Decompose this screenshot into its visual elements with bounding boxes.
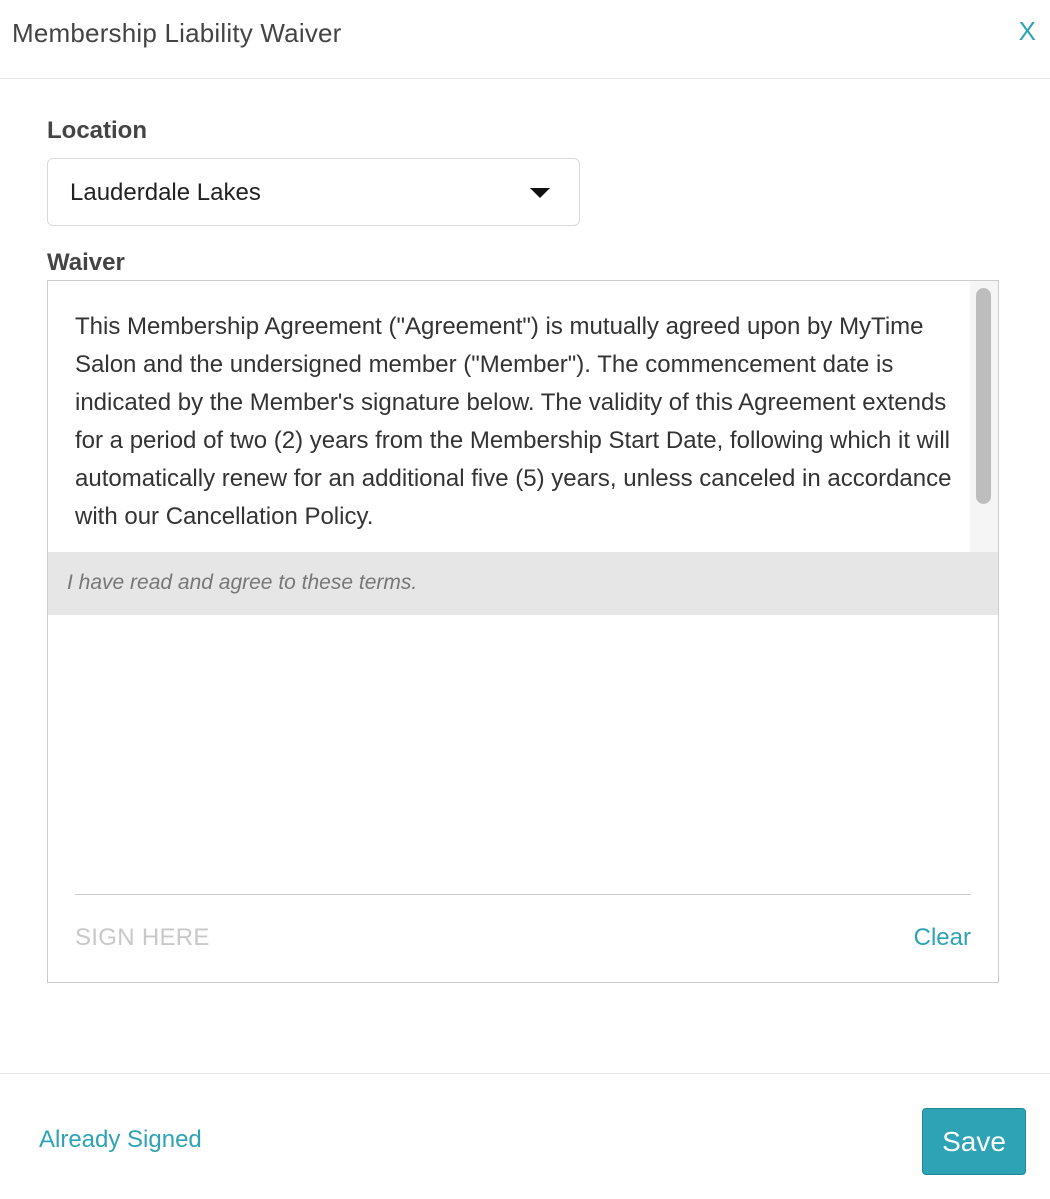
location-select[interactable]	[47, 158, 580, 226]
save-button[interactable]: Save	[922, 1108, 1026, 1175]
signature-line	[75, 894, 971, 895]
clear-signature-link[interactable]: Clear	[913, 924, 971, 951]
waiver-text: This Membership Agreement ("Agreement") is mutually agreed upon by MyTime Salon and the undersigned member ("Member"). The commencement date is indicated by the Member's signature below. The validity of this Agreement extends for a period of two (2) years from the Membership Start Date, following which it will automatically renew for an additional five (5) years, unless canceled in accordance with our Cancellation Policy.	[75, 313, 952, 530]
agree-terms-bar	[48, 552, 998, 615]
agree-terms-text: I have read and agree to these terms.	[67, 571, 418, 594]
signature-pad[interactable]	[48, 615, 998, 895]
modal-footer	[0, 1073, 1050, 1199]
location-label: Location	[47, 117, 147, 144]
already-signed-link[interactable]: Already Signed	[39, 1126, 202, 1153]
location-select-value: Lauderdale Lakes	[70, 179, 261, 206]
waiver-scrollbar[interactable]	[970, 281, 998, 552]
waiver-panel	[47, 280, 999, 983]
close-button[interactable]: X	[1018, 16, 1036, 46]
modal-header	[0, 0, 1050, 79]
waiver-label: Waiver	[47, 249, 125, 276]
waiver-scrollbar-thumb[interactable]	[976, 288, 991, 504]
sign-here-label: SIGN HERE	[75, 924, 210, 951]
waiver-text-scroll-area[interactable]	[48, 281, 998, 552]
modal-title: Membership Liability Waiver	[12, 18, 342, 48]
caret-down-icon	[530, 188, 550, 198]
